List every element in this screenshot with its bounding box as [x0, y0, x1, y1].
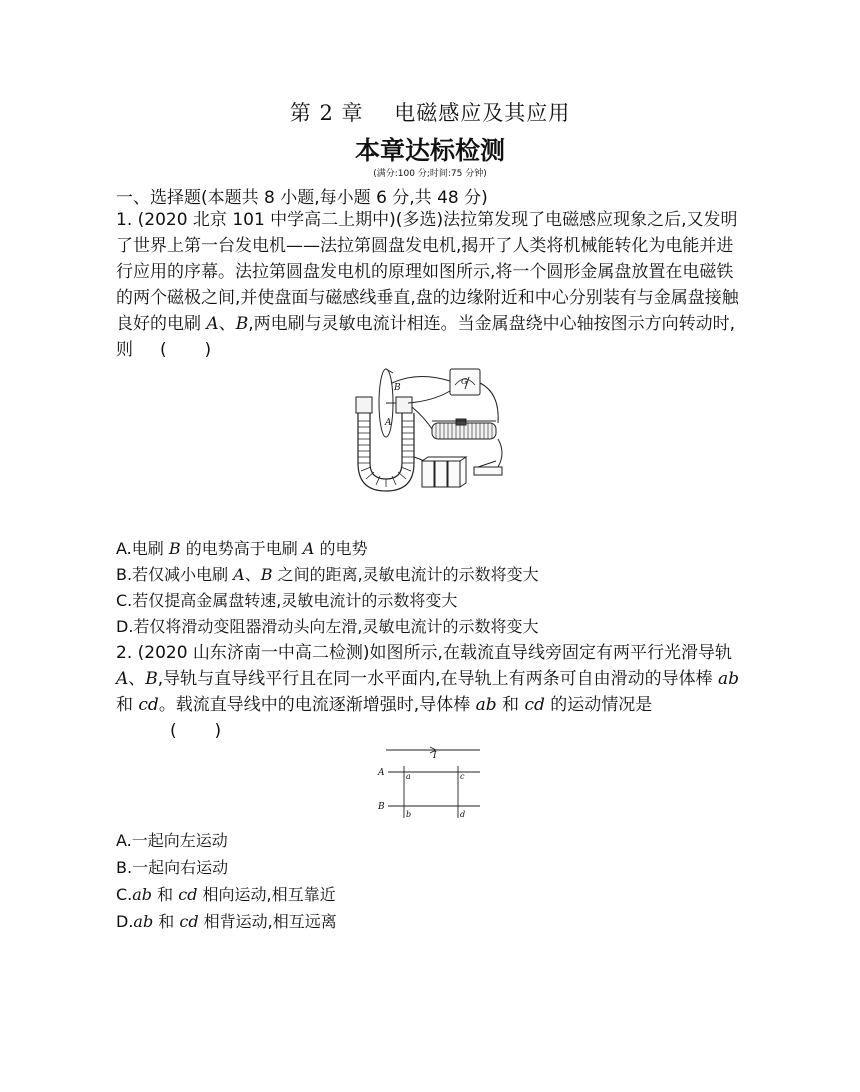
page-title: 本章达标检测 [354, 136, 505, 165]
q1-option-d: D.若仅将滑动变阻器滑动头向左滑,灵敏电流计的示数将变大 [116, 617, 539, 636]
q1-text-a: 1. (2020 北京 101 中学高二上期中)(多选)法拉第发现了电磁感应现象之后,又发明了世界上第一台发电机——法拉第圆盘发电机,揭开了人类将机械能转化为电能并进行应用的序幕。法拉第圆盘发电机的原理如图所示,将一个圆形金属盘放置在电磁铁的两个磁极之间,并使盘面与磁感线垂直,盘的边缘附近和中心分别装有与金属盘接触良好的电刷 [116, 210, 739, 334]
parallel-rails-figure [376, 746, 482, 820]
label-rail-a: A [378, 768, 385, 778]
label-c-point: c [460, 772, 465, 781]
q1-option-b: B.若仅减小电刷 A、B 之间的距离,灵敏电流计的示数将变大 [116, 565, 539, 584]
faraday-disk-generator-figure [348, 363, 518, 495]
q1-option-c: C.若仅提高金属盘转速,灵敏电流计的示数将变大 [116, 591, 458, 610]
q1-text-b: ,两电刷与灵敏电流计相连。当金属盘绕中心轴按图示方向转动时,则 [116, 314, 735, 360]
label-a-point: a [406, 772, 411, 781]
q2-option-b: B.一起向右运动 [116, 858, 229, 877]
chapter-heading: 第 2 章 电磁感应及其应用 [289, 101, 571, 125]
section-heading: 一、选择题(本题共 8 小题,每小题 6 分,共 48 分) [116, 188, 488, 208]
answer-blank: ( ) [116, 721, 222, 741]
q1-sep: 、 [218, 314, 236, 334]
q2-option-c: C.ab 和 cd 相向运动,相互靠近 [116, 885, 336, 904]
magnet-pole-right [396, 397, 412, 413]
label-d-point: d [460, 810, 466, 819]
wire-to-galvanometer [392, 376, 450, 383]
q2-option-a: A.一起向左运动 [116, 831, 228, 850]
q1-option-a: A.电刷 B 的电势高于电刷 A 的电势 [116, 539, 368, 558]
label-i: I [433, 751, 437, 761]
label-rail-b: B [378, 802, 385, 812]
q1-var-a: A [206, 314, 219, 334]
magnet-pole-left [356, 397, 372, 413]
question-2-stem: 2. (2020 山东济南一中高二检测)如图所示,在载流直导线旁固定有两平行光滑导轨 A、B,导轨与直导线平行且在同一水平面内,在导轨上有两条可自由滑动的导体棒 ab 和 cd。载流直导线中的电流逐渐增强时,导体棒 ab 和 cd 的运动情况是 ( ) [116, 643, 740, 741]
label-b: B [394, 383, 401, 393]
answer-blank: ( ) [133, 340, 212, 360]
battery [422, 461, 434, 487]
switch [474, 467, 502, 475]
q2-option-d: D.ab 和 cd 相背运动,相互远离 [116, 912, 337, 931]
label-a: A [385, 418, 392, 428]
question-1-stem [116, 207, 746, 363]
label-b-point: b [406, 810, 412, 819]
label-g: G [461, 377, 468, 386]
score-time-note: (满分:100 分;时间:75 分钟) [373, 169, 487, 179]
q1-var-b: B [235, 314, 249, 334]
